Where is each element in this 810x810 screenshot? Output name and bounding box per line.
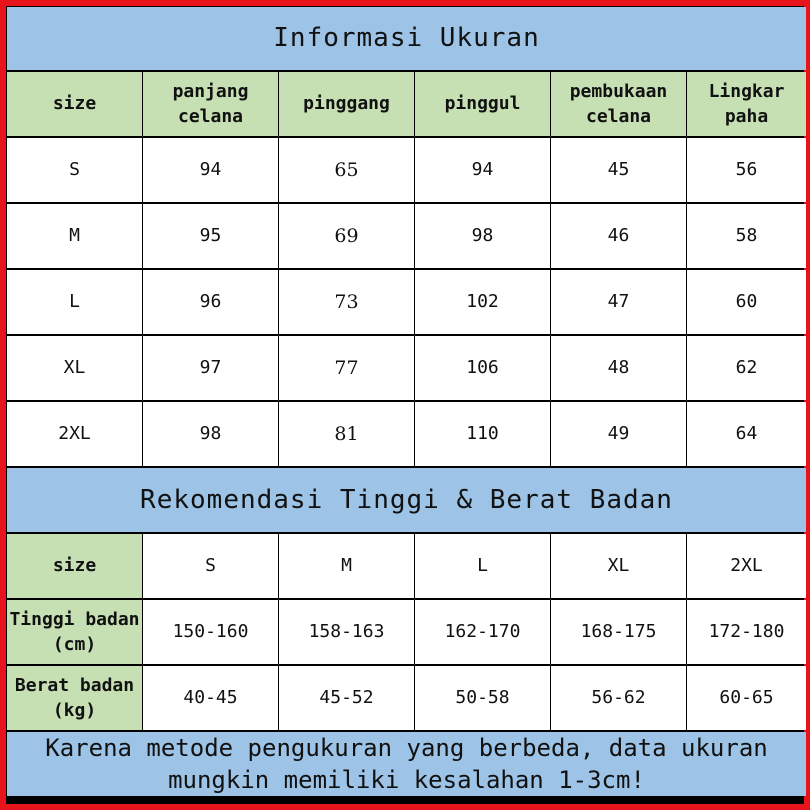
row-s-pembukaan: 45	[551, 138, 686, 202]
row-l-pembukaan: 47	[551, 270, 686, 334]
recommendation-size-m: M	[279, 534, 414, 598]
size-chart-frame	[6, 6, 804, 804]
row-2xl-pembukaan: 49	[551, 402, 686, 466]
row-s-lingkar: 56	[687, 138, 806, 202]
row-l-lingkar: 60	[687, 270, 806, 334]
row-xl-pinggul: 106	[415, 336, 550, 400]
row-m-panjang: 95	[143, 204, 278, 268]
height-s: 150-160	[143, 600, 278, 664]
height-2xl: 172-180	[687, 600, 806, 664]
weight-xl: 56-62	[551, 666, 686, 730]
header-pembukaan-celana: pembukaan celana	[551, 72, 686, 136]
recommendation-size-label: size	[7, 534, 142, 598]
height-m: 158-163	[279, 600, 414, 664]
header-size: size	[7, 72, 142, 136]
row-m-pinggang: 69	[279, 204, 414, 268]
row-2xl-lingkar: 64	[687, 402, 806, 466]
recommendation-size-s: S	[143, 534, 278, 598]
row-l-size: L	[7, 270, 142, 334]
row-m-size: M	[7, 204, 142, 268]
row-xl-lingkar: 62	[687, 336, 806, 400]
row-l-pinggang: 73	[279, 270, 414, 334]
height-l: 162-170	[415, 600, 550, 664]
row-2xl-panjang: 98	[143, 402, 278, 466]
size-chart-grid	[6, 6, 804, 804]
row-2xl-size: 2XL	[7, 402, 142, 466]
row-m-lingkar: 58	[687, 204, 806, 268]
recommendation-size-xl: XL	[551, 534, 686, 598]
recommendation-title: Rekomendasi Tinggi & Berat Badan	[7, 468, 806, 532]
measurement-note: Karena metode pengukuran yang berbeda, data ukuran mungkin memiliki kesalahan 1-3cm!	[7, 732, 806, 796]
row-xl-pinggang: 77	[279, 336, 414, 400]
row-s-panjang: 94	[143, 138, 278, 202]
header-pinggul: pinggul	[415, 72, 550, 136]
header-lingkar-paha: Lingkar paha	[687, 72, 806, 136]
row-s-size: S	[7, 138, 142, 202]
row-m-pinggul: 98	[415, 204, 550, 268]
recommendation-size-l: L	[415, 534, 550, 598]
header-pinggang: pinggang	[279, 72, 414, 136]
size-info-title: Informasi Ukuran	[7, 7, 806, 70]
row-s-pinggang: 65	[279, 138, 414, 202]
weight-label: Berat badan (kg)	[7, 666, 142, 730]
row-xl-size: XL	[7, 336, 142, 400]
row-xl-panjang: 97	[143, 336, 278, 400]
row-2xl-pinggul: 110	[415, 402, 550, 466]
weight-2xl: 60-65	[687, 666, 806, 730]
row-s-pinggul: 94	[415, 138, 550, 202]
height-xl: 168-175	[551, 600, 686, 664]
weight-s: 40-45	[143, 666, 278, 730]
row-m-pembukaan: 46	[551, 204, 686, 268]
row-l-pinggul: 102	[415, 270, 550, 334]
row-l-panjang: 96	[143, 270, 278, 334]
weight-m: 45-52	[279, 666, 414, 730]
row-2xl-pinggang: 81	[279, 402, 414, 466]
row-xl-pembukaan: 48	[551, 336, 686, 400]
weight-l: 50-58	[415, 666, 550, 730]
height-label: Tinggi badan (cm)	[7, 600, 142, 664]
recommendation-size-2xl: 2XL	[687, 534, 806, 598]
header-panjang-celana: panjang celana	[143, 72, 278, 136]
